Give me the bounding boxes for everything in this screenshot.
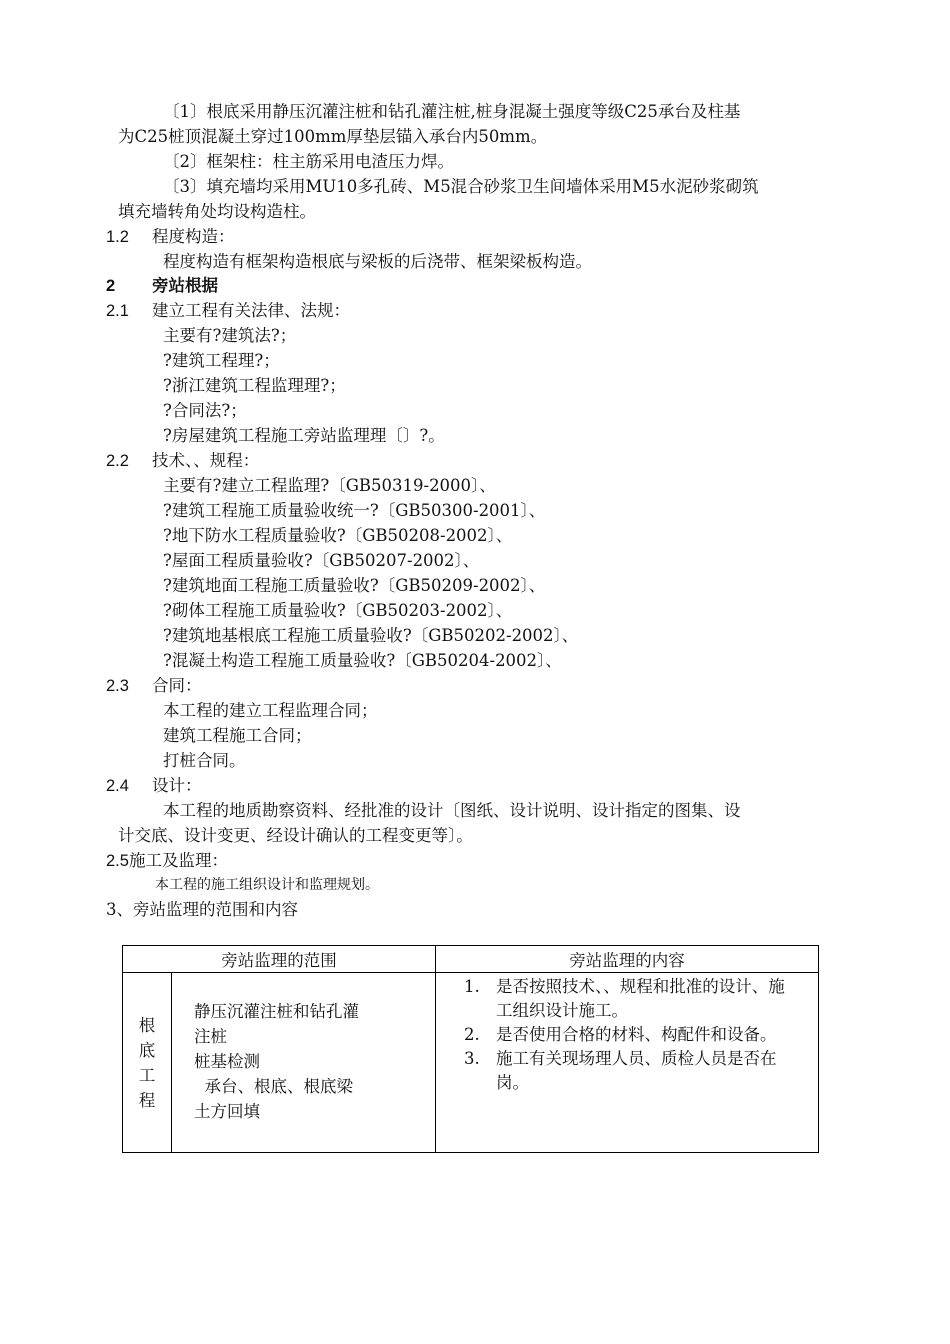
contract-item: 本工程的建立工程监理合同；: [163, 701, 378, 720]
standard-item: ?建筑地基根底工程施工质量验收?〔GB50202-2002〕、: [163, 626, 579, 645]
standard-item: ?屋面工程质量验收?〔GB50207-2002〕、: [163, 551, 480, 570]
para-foundation-line2: 为C25桩顶混凝土穿过100mm厚垫层锚入承台内50mm。: [118, 127, 548, 146]
section-title: 程度构造：: [152, 227, 235, 246]
section-number: 2.3: [106, 677, 129, 695]
section-3-heading: 3、旁站监理的范围和内容: [106, 900, 298, 919]
para-infill-wall-line2: 填充墙转角处均设构造柱。: [118, 202, 316, 221]
table-row: [123, 973, 819, 1153]
table-header-row: [123, 946, 819, 973]
law-item: 主要有?建筑法?；: [163, 326, 297, 345]
scope-item: 注桩: [194, 1027, 227, 1046]
item-text-line: 施工有关现场理人员、质检人员是否在: [496, 1049, 777, 1068]
scope-items-cell: [172, 973, 436, 1153]
content-cell: [436, 973, 819, 1153]
section-title: 建立工程有关法律、法规：: [152, 301, 350, 320]
category-char: 程: [138, 1090, 156, 1110]
section-number: 2.4: [106, 777, 129, 795]
supervision-scope-table: [122, 945, 819, 1153]
scope-item: 桩基检测: [194, 1052, 260, 1071]
section-2-1-heading: [106, 300, 350, 322]
scope-item: 土方回填: [194, 1102, 260, 1121]
section-2-2-heading: [106, 450, 259, 472]
scope-item: 承台、根底、根底梁: [194, 1077, 353, 1096]
section-2-heading: [106, 275, 218, 297]
design-body-line1: 本工程的地质勘察资料、经批准的设计〔图纸、设计说明、设计指定的图集、设: [163, 801, 741, 820]
section-number: 2.2: [106, 452, 129, 470]
construction-body: 本工程的施工组织设计和监理规划。: [155, 877, 379, 893]
para-frame-column: 〔2〕框架柱：柱主筋采用电渣压力焊。: [163, 152, 454, 171]
standard-item: ?建筑地面工程施工质量验收?〔GB50209-2002〕、: [163, 576, 546, 595]
category-char: 底: [138, 1040, 156, 1060]
section-title: 旁站根据: [152, 277, 218, 295]
category-cell: [123, 973, 172, 1153]
contract-item: 打桩合同。: [163, 751, 246, 770]
standard-item: ?建筑工程施工质量验收统一?〔GB50300-2001〕、: [163, 501, 546, 520]
section-2-3-heading: [106, 675, 202, 697]
section-number: 2.5: [106, 852, 129, 870]
content-item: [464, 1023, 810, 1047]
item-text-line: 是否按照技术、、规程和批准的设计、施: [496, 977, 785, 996]
scope-item: 静压沉灌注桩和钻孔灌: [194, 1002, 359, 1021]
section-2-5-heading: [106, 850, 228, 872]
contract-item: 建筑工程施工合同；: [163, 726, 312, 745]
header-content: 旁站监理的内容: [436, 946, 819, 973]
section-1-2-heading: [106, 226, 235, 248]
section-title: 设计：: [152, 776, 202, 795]
para-infill-wall-line1: 〔3〕填充墙均采用MU10多孔砖、M5混合砂浆卫生间墙体采用M5水泥砂浆砌筑: [163, 177, 759, 196]
section-1-2-body: 程度构造有框架构造根底与梁板的后浇带、框架梁板构造。: [163, 252, 592, 271]
item-text-line: 是否使用合格的材料、构配件和设备。: [496, 1025, 777, 1044]
section-2-4-heading: [106, 775, 202, 797]
content-item: [464, 975, 810, 1023]
para-foundation-line1: 〔1〕根底采用静压沉灌注桩和钻孔灌注桩,桩身混凝土强度等级C25承台及柱基: [163, 102, 741, 121]
section-number: 2: [106, 277, 116, 295]
law-item: ?建筑工程理?；: [163, 351, 280, 370]
section-title: 技术、、规程：: [152, 451, 260, 470]
standard-item: ?地下防水工程质量验收?〔GB50208-2002〕、: [163, 526, 513, 545]
section-title: 合同：: [152, 676, 202, 695]
category-char: 根: [138, 1015, 156, 1035]
item-number: 3.: [464, 1049, 480, 1068]
law-item: ?浙江建筑工程监理理?；: [163, 376, 346, 395]
item-number: 1.: [464, 977, 480, 996]
header-scope: 旁站监理的范围: [123, 946, 436, 973]
law-item: ?房屋建筑工程施工旁站监理理〔〕?。: [163, 426, 445, 445]
content-list: [464, 975, 810, 1095]
design-body-line2: 计交底、设计变更、经设计确认的工程变更等〕。: [118, 826, 473, 845]
item-number: 2.: [464, 1025, 480, 1044]
content-item: [464, 1047, 810, 1095]
section-title: 施工及监理：: [128, 851, 228, 870]
section-number: 1.2: [106, 228, 129, 246]
standard-item: ?混凝土构造工程施工质量验收?〔GB50204-2002〕、: [163, 651, 562, 670]
standard-item: ?砌体工程施工质量验收?〔GB50203-2002〕、: [163, 601, 513, 620]
standard-item: 主要有?建立工程监理?〔GB50319-2000〕、: [163, 476, 496, 495]
section-number: 2.1: [106, 302, 129, 320]
item-text-line: 工组织设计施工。: [496, 1001, 628, 1020]
item-text-line: 岗。: [496, 1073, 529, 1092]
category-char: 工: [138, 1065, 156, 1085]
law-item: ?合同法?；: [163, 401, 247, 420]
